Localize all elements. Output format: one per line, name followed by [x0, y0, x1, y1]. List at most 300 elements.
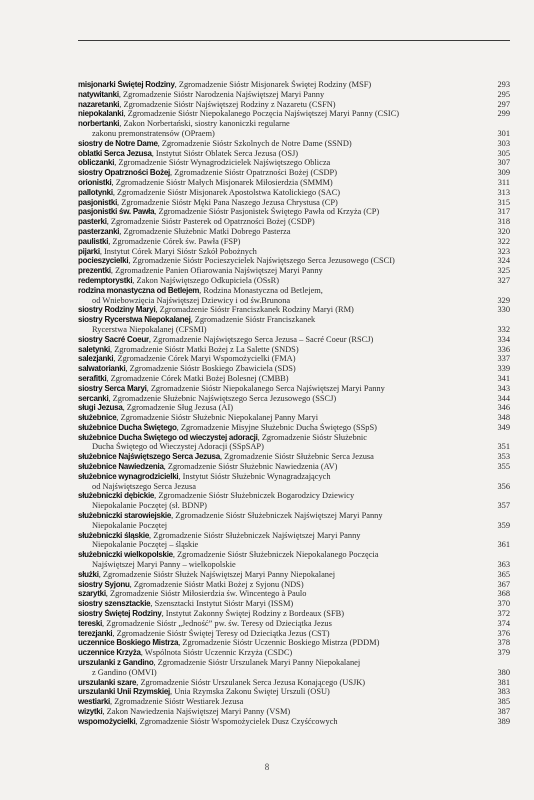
- toc-entry: [78, 188, 510, 198]
- toc-entry-text: [78, 335, 510, 345]
- toc-entry-text: [78, 198, 510, 208]
- toc-description: , Instytut Sióstr Oblatek Serca Jezusa (OSJ): [151, 148, 299, 158]
- toc-entry: [78, 452, 510, 462]
- toc-entry: [78, 394, 510, 404]
- toc-page-number: 351: [497, 442, 510, 452]
- toc-keyword: salwatorianki: [78, 364, 126, 374]
- toc-entry-text: [78, 589, 510, 599]
- toc-entry: [78, 315, 510, 325]
- toc-description: Ducha Świętego od Wieczystej Adoracji (SSpSAP): [92, 442, 264, 452]
- toc-description: , Zgromadzenie Sióstr Pasterek od Opatrzności Bożej (CSDP): [106, 217, 315, 227]
- toc-entry-text: [78, 511, 510, 521]
- toc-page-number: 332: [497, 324, 510, 334]
- toc-description: , Zgromadzenie Sióstr Urszulanek Maryi Panny Niepokalanej: [153, 658, 361, 668]
- toc-entry: [78, 403, 510, 413]
- toc-entry-text: [78, 90, 510, 100]
- toc-page-number: 334: [497, 334, 510, 344]
- toc-entry-text: [78, 648, 510, 658]
- toc-entry-text: [78, 129, 510, 139]
- toc-entry: [78, 276, 510, 286]
- toc-keyword: salezjanki: [78, 354, 114, 364]
- toc-entry: [78, 629, 510, 639]
- toc-keyword: oblatki Serca Jezusa: [78, 148, 152, 158]
- toc-keyword: paulistki: [78, 236, 109, 246]
- toc-entry-text: [78, 149, 510, 159]
- toc-entry: [78, 217, 510, 227]
- toc-entry: [78, 501, 510, 511]
- toc-entry-text: [78, 482, 510, 492]
- toc-entry-text: [78, 697, 510, 707]
- toc-entry: [78, 413, 510, 423]
- toc-entry: [78, 364, 510, 374]
- toc-entry-text: [78, 227, 510, 237]
- toc-entry-text: [78, 452, 510, 462]
- toc-entry: [78, 207, 510, 217]
- toc-page-number: 293: [497, 80, 510, 89]
- toc-description: , Zgromadzenie Sióstr Szkolnych de Notre Dame (SSND): [157, 138, 352, 148]
- toc-page-number: 341: [497, 373, 510, 383]
- toc-entry: [78, 599, 510, 609]
- toc-entry: [78, 237, 510, 247]
- toc-entry: [78, 139, 510, 149]
- toc-entry-text: [78, 580, 510, 590]
- toc-entry: [78, 619, 510, 629]
- toc-keyword: wizytki: [78, 707, 103, 716]
- toc-entry-text: [78, 638, 510, 648]
- toc-entry-text: [78, 491, 510, 501]
- toc-keyword: pasjonistki: [78, 197, 118, 207]
- toc-entry: [78, 256, 510, 266]
- toc-keyword: redemptorystki: [78, 275, 133, 285]
- toc-page-number: 309: [497, 168, 510, 178]
- toc-entry-text: [78, 305, 510, 315]
- toc-keyword: uczennice Krzyża: [78, 648, 141, 658]
- toc-keyword: siostry Rycerstwa Niepokalanej: [78, 315, 191, 325]
- toc-page-number: 317: [497, 207, 510, 217]
- toc-entry: [78, 335, 510, 345]
- toc-entry-text: [78, 139, 510, 149]
- toc-description: , Zgromadzenie Sióstr Urszulanek Serca Jezusa Konającego (USJK): [136, 677, 366, 687]
- toc-keyword: urszulanki z Gandino: [78, 658, 154, 668]
- toc-keyword: służebnice wynagrodzicielki: [78, 471, 179, 481]
- toc-description: , Zgromadzenie Sióstr Świętej Teresy od Dzieciątka Jezus (CST): [112, 628, 330, 638]
- toc-entry: [78, 305, 510, 315]
- toc-entry-text: [78, 531, 510, 541]
- toc-page-number: 363: [497, 560, 510, 570]
- toc-description: , Zgromadzenie Sióstr Boskiego Zbawiciela (SDS): [125, 364, 296, 374]
- toc-page-number: 336: [497, 344, 510, 354]
- toc-keyword: serafitki: [78, 373, 107, 383]
- toc-description: , Zgromadzenie Sióstr Służebnic: [257, 432, 367, 442]
- toc-entry-text: [78, 296, 510, 306]
- toc-description: , Zgromadzenie Sióstr Niepokalanego Poczęcia Najświętszej Maryi Panny (CSIC): [123, 109, 400, 119]
- toc-description: , Zgromadzenie Misyjne Służebnic Ducha Świętego (SSpS): [176, 422, 377, 432]
- toc-description: , Zgromadzenie Najświętszego Serca Jezusa – Sacré Coeur (RSCJ): [148, 334, 374, 344]
- toc-description: , Zgromadzenie Sióstr „Jedność” pw. św. Teresy od Dzieciątka Jezus: [102, 618, 332, 628]
- toc-page-number: 325: [497, 266, 510, 276]
- toc-entry: [78, 491, 510, 501]
- toc-entry-text: [78, 345, 510, 355]
- toc-description: , Zakon Nawiedzenia Najświętszej Maryi Panny (VSM): [102, 707, 291, 716]
- toc-entry-text: [78, 247, 510, 257]
- toc-entry: [78, 668, 510, 678]
- toc-page-number: 318: [497, 217, 510, 227]
- toc-page-number: 378: [497, 638, 510, 648]
- toc-entry-text: [78, 442, 510, 452]
- toc-page-number: 303: [497, 138, 510, 148]
- toc-entry-text: [78, 276, 510, 286]
- toc-description: , Instytut Zakonny Świętej Rodziny z Bordeaux (SFB): [161, 609, 344, 619]
- toc-entry: [78, 100, 510, 110]
- toc-keyword: niepokalanki: [78, 109, 124, 119]
- toc-page-number: 359: [497, 520, 510, 530]
- toc-description: , Instytut Sióstr Służebnic Wynagradzających: [178, 471, 331, 481]
- toc-keyword: rodzina monastyczna od Betlejem: [78, 285, 200, 295]
- toc-entry-text: [78, 599, 510, 609]
- toc-description: , Zgromadzenie Sióstr Służek Najświętszej Maryi Panny Niepokalanej: [98, 569, 336, 579]
- toc-description: Niepokalanie Poczętej (sł. BDNP): [92, 501, 207, 511]
- toc-entry-text: [78, 237, 510, 247]
- toc-description: , Zgromadzenie Sióstr Misjonarek Świętej Rodziny (MSF): [174, 80, 372, 89]
- toc-description: , Zgromadzenie Sług Jezusa (AI): [122, 403, 234, 413]
- toc-description: od Wniebowzięcia Najświętszej Dziewicy i od św.Brunona: [92, 295, 291, 305]
- toc-keyword: saletynki: [78, 344, 110, 354]
- toc-page-number: 374: [497, 618, 510, 628]
- toc-entry-text: [78, 570, 510, 580]
- toc-description: , Unia Rzymska Zakonu Świętej Urszuli (OSU): [170, 687, 330, 697]
- toc-keyword: służebnice Nawiedzenia: [78, 462, 164, 472]
- toc-entry-text: [78, 403, 510, 413]
- toc-entry: [78, 589, 510, 599]
- toc-keyword: misjonarki Świętej Rodziny: [78, 80, 175, 89]
- toc-page-number: 381: [497, 677, 510, 687]
- toc-entry: [78, 442, 510, 452]
- toc-description: , Zgromadzenie Służebnic Najświętszego Serca Jezusowego (SSCJ): [108, 393, 337, 403]
- toc-entry: [78, 658, 510, 668]
- toc-entry-text: [78, 119, 510, 129]
- toc-entry-text: [78, 374, 510, 384]
- toc-entry: [78, 560, 510, 570]
- toc-page-number: 349: [497, 422, 510, 432]
- toc-keyword: służebnice: [78, 413, 117, 423]
- toc-entry-text: [78, 325, 510, 335]
- toc-page-number: 367: [497, 579, 510, 589]
- toc-entry: [78, 374, 510, 384]
- toc-page-number: 324: [497, 256, 510, 266]
- toc-keyword: siostry Sacré Coeur: [78, 334, 149, 344]
- toc-page-number: 330: [497, 305, 510, 315]
- toc-entry: [78, 550, 510, 560]
- toc-page-number: 380: [497, 667, 510, 677]
- toc-entry-text: [78, 462, 510, 472]
- toc-keyword: służebniczki wielkopolskie: [78, 550, 173, 560]
- toc-entry: [78, 178, 510, 188]
- toc-entry: [78, 149, 510, 159]
- toc-entry: [78, 384, 510, 394]
- toc-entry-text: [78, 158, 510, 168]
- toc-page-number: 383: [497, 687, 510, 697]
- toc-description: , Zakon Norbertański, siostry kanoniczki regularne: [119, 119, 290, 129]
- toc-page-number: 297: [497, 99, 510, 109]
- toc-entry-text: [78, 109, 510, 119]
- header-rule: [78, 40, 510, 41]
- toc-description: , Zgromadzenie Sióstr Narodzenia Najświętszej Maryi Panny: [118, 89, 325, 99]
- toc-description: , Zgromadzenie Sióstr Niepokalanego Serca Najświętszej Maryi Panny: [146, 383, 385, 393]
- toc-description: , Zgromadzenie Sióstr Franciszkanek Rodziny Maryi (RM): [155, 305, 354, 315]
- toc-entry: [78, 80, 510, 90]
- toc-description: , Zgromadzenie Sióstr Wspomożycielek Dusz Czyśćcowych: [135, 716, 338, 726]
- toc-description: z Gandino (OMVI): [92, 667, 157, 677]
- toc-page-number: 295: [497, 89, 510, 99]
- toc-page-number: 368: [497, 589, 510, 599]
- toc-keyword: siostry Świętej Rodziny: [78, 609, 162, 619]
- toc-entry: [78, 227, 510, 237]
- toc-page-number: 305: [497, 148, 510, 158]
- toc-entry-text: [78, 286, 510, 296]
- toc-page-number: 320: [497, 226, 510, 236]
- toc-entry-text: [78, 707, 510, 717]
- toc-description: , Zgromadzenie Córek Matki Bożej Bolesnej (CMBB): [106, 373, 289, 383]
- toc-description: od Najświętszego Serca Jezusa: [92, 481, 196, 491]
- toc-keyword: służebnice Najświętszego Serca Jezusa: [78, 452, 220, 462]
- toc-entry-text: [78, 413, 510, 423]
- toc-page-number: 343: [497, 383, 510, 393]
- toc-entry-text: [78, 266, 510, 276]
- toc-keyword: szarytki: [78, 589, 106, 599]
- toc-description: Niepokalanie Poczętej – śląskie: [92, 540, 199, 550]
- toc-page-number: 389: [497, 716, 510, 726]
- toc-description: , Zakon Najświętszego Odkupiciela (OSsR): [132, 275, 280, 285]
- toc-page-number: 370: [497, 599, 510, 609]
- toc-keyword: siostry Opatrzności Bożej: [78, 168, 170, 178]
- toc-description: , Zgromadzenie Sióstr Służebniczek Niepokalanego Poczęcia: [172, 550, 379, 560]
- toc-entry-text: [78, 472, 510, 482]
- toc-page-number: 365: [497, 569, 510, 579]
- toc-keyword: nazaretanki: [78, 99, 120, 109]
- toc-description: , Zgromadzenie Sióstr Uczennic Boskiego Mistrza (PDDM): [178, 638, 380, 648]
- toc-entry-text: [78, 315, 510, 325]
- toc-description: , Zgromadzenie Córek Maryi Wspomożycielki (FMA): [113, 354, 296, 364]
- toc-keyword: uczennice Boskiego Mistrza: [78, 638, 179, 648]
- toc-page-number: 346: [497, 403, 510, 413]
- toc-page-number: 357: [497, 501, 510, 511]
- toc-keyword: siostry szensztackie: [78, 599, 151, 609]
- toc-entry: [78, 266, 510, 276]
- toc-entry: [78, 609, 510, 619]
- toc-keyword: pallotynki: [78, 187, 113, 197]
- toc-entry: [78, 119, 510, 129]
- toc-entry: [78, 158, 510, 168]
- toc-entry: [78, 638, 510, 648]
- toc-keyword: siostry Rodziny Maryi: [78, 305, 156, 315]
- toc-entry-text: [78, 178, 510, 188]
- toc-description: , Zgromadzenie Sióstr Opatrzności Bożej (CSDP): [170, 168, 338, 178]
- toc-description: , Zgromadzenie Sióstr Miłosierdzia św. Wincentego à Paulo: [105, 589, 307, 599]
- toc-keyword: sługi Jezusa: [78, 403, 123, 413]
- toc-entry: [78, 472, 510, 482]
- toc-page-number: 348: [497, 413, 510, 423]
- toc-keyword: norbertanki: [78, 119, 120, 129]
- toc-entry-text: [78, 188, 510, 198]
- toc-page-number: 353: [497, 452, 510, 462]
- toc-entry: [78, 462, 510, 472]
- toc-entry-text: [78, 256, 510, 266]
- toc-entry-text: [78, 394, 510, 404]
- toc-entry-text: [78, 207, 510, 217]
- toc-keyword: siostry de Notre Dame: [78, 138, 158, 148]
- toc-page-number: 376: [497, 628, 510, 638]
- toc-keyword: wspomożycielki: [78, 716, 136, 726]
- toc-description: , Zgromadzenie Sióstr Służebniczek Bogarodzicy Dziewicy: [154, 491, 355, 501]
- toc-keyword: sercanki: [78, 393, 109, 403]
- toc-entry-text: [78, 168, 510, 178]
- toc-keyword: pasjonistki św. Pawła: [78, 207, 155, 217]
- toc-description: , Zgromadzenie Sióstr Franciszkanek: [190, 315, 316, 325]
- toc-description: , Zgromadzenie Sióstr Najświętszej Rodziny z Nazaretu (CSFN): [119, 99, 336, 109]
- toc-entry: [78, 354, 510, 364]
- toc-page-number: 322: [497, 236, 510, 246]
- toc-page-number: 299: [497, 109, 510, 119]
- toc-entry-text: [78, 668, 510, 678]
- toc-entry-text: [78, 521, 510, 531]
- toc-description: , Zgromadzenie Służebnic Matki Dobrego Pasterza: [119, 226, 291, 236]
- toc-page-number: 315: [497, 197, 510, 207]
- toc-keyword: terezjanki: [78, 628, 113, 638]
- toc-entry-text: [78, 217, 510, 227]
- toc-entry: [78, 697, 510, 707]
- toc-entry-text: [78, 540, 510, 550]
- toc-keyword: służebniczki śląskie: [78, 530, 150, 540]
- toc-page-number: 307: [497, 158, 510, 168]
- toc-page-number: 327: [497, 275, 510, 285]
- toc-description: , Zgromadzenie Sióstr Misjonarek Apostolstwa Katolickiego (SAC): [112, 187, 341, 197]
- toc-entry-text: [78, 384, 510, 394]
- toc-description: , Zgromadzenie Sióstr Małych Misjonarek Miłosierdzia (SMMM): [111, 177, 333, 187]
- toc-keyword: służebnice Ducha Świętego od wieczystej adoracji: [78, 432, 258, 442]
- toc-entry: [78, 433, 510, 443]
- toc-page-number: 313: [497, 187, 510, 197]
- toc-page-number: 361: [497, 540, 510, 550]
- toc-entry: [78, 707, 510, 717]
- toc-description: , Wspólnota Sióstr Uczennic Krzyża (CSDC): [140, 648, 293, 658]
- toc-description: , Zgromadzenie Sióstr Pasjonistek Świętego Pawła od Krzyża (CP): [154, 207, 380, 217]
- toc-keyword: pocieszycielki: [78, 256, 129, 266]
- toc-description: , Szensztacki Instytut Sióstr Maryi (ISSM): [150, 599, 294, 609]
- toc-entry-text: [78, 717, 510, 727]
- toc-description: , Zgromadzenie Sióstr Matki Bożej z La Salette (SNDS): [110, 344, 299, 354]
- toc-entry-text: [78, 609, 510, 619]
- toc-entry-text: [78, 80, 510, 90]
- toc-entry: [78, 296, 510, 306]
- toc-entry: [78, 531, 510, 541]
- toc-description: zakonu premonstratensów (OPraem): [92, 128, 215, 138]
- toc-entry-text: [78, 658, 510, 668]
- page-number: 8: [264, 762, 270, 772]
- toc-keyword: pijarki: [78, 246, 100, 256]
- toc-page-number: 372: [497, 609, 510, 619]
- toc-entry-text: [78, 687, 510, 697]
- toc-keyword: tereski: [78, 618, 103, 628]
- toc-page-number: 385: [497, 697, 510, 707]
- toc-keyword: orionistki: [78, 177, 112, 187]
- toc-entry: [78, 678, 510, 688]
- toc-page-number: 356: [497, 481, 510, 491]
- toc-keyword: służki: [78, 569, 99, 579]
- toc-entry: [78, 521, 510, 531]
- toc-description: , Zgromadzenie Sióstr Pocieszycielek Najświętszego Serca Jezusowego (CSCI): [128, 256, 395, 266]
- toc-keyword: służebniczki dębickie: [78, 491, 155, 501]
- toc-description: , Zgromadzenie Sióstr Matki Bożej z Syjonu (NDS): [129, 579, 304, 589]
- toc-page-number: 339: [497, 364, 510, 374]
- toc-description: , Zgromadzenie Sióstr Wynagrodzicielek Najświętszego Oblicza: [114, 158, 331, 168]
- toc-description: , Rodzina Monastyczna od Betlejem,: [199, 285, 323, 295]
- toc-entry: [78, 168, 510, 178]
- toc-entry-text: [78, 364, 510, 374]
- toc-entry-text: [78, 629, 510, 639]
- toc-keyword: prezentki: [78, 266, 111, 276]
- toc-keyword: natywitanki: [78, 89, 119, 99]
- toc-entry: [78, 247, 510, 257]
- toc-keyword: obliczanki: [78, 158, 115, 168]
- toc-description: , Instytut Córek Maryi Sióstr Szkół Pobożnych: [99, 246, 257, 256]
- toc-entry-text: [78, 354, 510, 364]
- toc-keyword: siostry Syjonu: [78, 579, 130, 589]
- toc-keyword: urszulanki Unii Rzymskiej: [78, 687, 171, 697]
- toc-entry: [78, 570, 510, 580]
- toc-entry-text: [78, 678, 510, 688]
- toc-entry: [78, 90, 510, 100]
- toc-entry: [78, 648, 510, 658]
- toc-description: , Zgromadzenie Sióstr Służebniczek Najświętszej Maryi Panny: [149, 530, 361, 540]
- toc-entry-text: [78, 550, 510, 560]
- toc-keyword: urszulanki szare: [78, 677, 137, 687]
- toc-entry: [78, 540, 510, 550]
- toc-page-number: 329: [497, 295, 510, 305]
- toc-keyword: służebnice Ducha Świętego: [78, 422, 177, 432]
- toc-keyword: siostry Serca Maryi: [78, 383, 147, 393]
- table-of-contents: [78, 80, 510, 727]
- toc-entry-text: [78, 423, 510, 433]
- toc-description: , Zgromadzenie Sióstr Westiarek Jezusa: [110, 697, 244, 707]
- toc-entry: [78, 580, 510, 590]
- toc-description: , Zgromadzenie Panien Ofiarowania Najświętszej Maryi Panny: [110, 266, 323, 276]
- toc-entry-text: [78, 100, 510, 110]
- toc-page-number: 344: [497, 393, 510, 403]
- toc-entry: [78, 325, 510, 335]
- toc-entry: [78, 423, 510, 433]
- toc-page-number: 337: [497, 354, 510, 364]
- toc-description: , Zgromadzenie Sióstr Służebnic Serca Jezusa: [219, 452, 374, 462]
- toc-entry: [78, 286, 510, 296]
- toc-entry: [78, 198, 510, 208]
- toc-entry: [78, 345, 510, 355]
- toc-entry-text: [78, 619, 510, 629]
- toc-description: Niepokalanie Poczętej: [92, 520, 168, 530]
- toc-entry: [78, 129, 510, 139]
- toc-entry-text: [78, 433, 510, 443]
- toc-entry: [78, 109, 510, 119]
- toc-entry: [78, 482, 510, 492]
- toc-page-number: 323: [497, 246, 510, 256]
- toc-keyword: westiarki: [78, 697, 110, 707]
- toc-description: , Zgromadzenie Sióstr Męki Pana Naszego Jezusa Chrystusa (CP): [117, 197, 338, 207]
- toc-entry: [78, 511, 510, 521]
- toc-entry-text: [78, 501, 510, 511]
- toc-description: , Zgromadzenie Sióstr Służebnic Niepokalanej Panny Maryi: [116, 413, 319, 423]
- toc-page-number: 387: [497, 707, 510, 716]
- toc-keyword: służebniczki starowiejskie: [78, 511, 172, 521]
- toc-description: , Zgromadzenie Sióstr Służebnic Nawiedzenia (AV): [163, 462, 338, 472]
